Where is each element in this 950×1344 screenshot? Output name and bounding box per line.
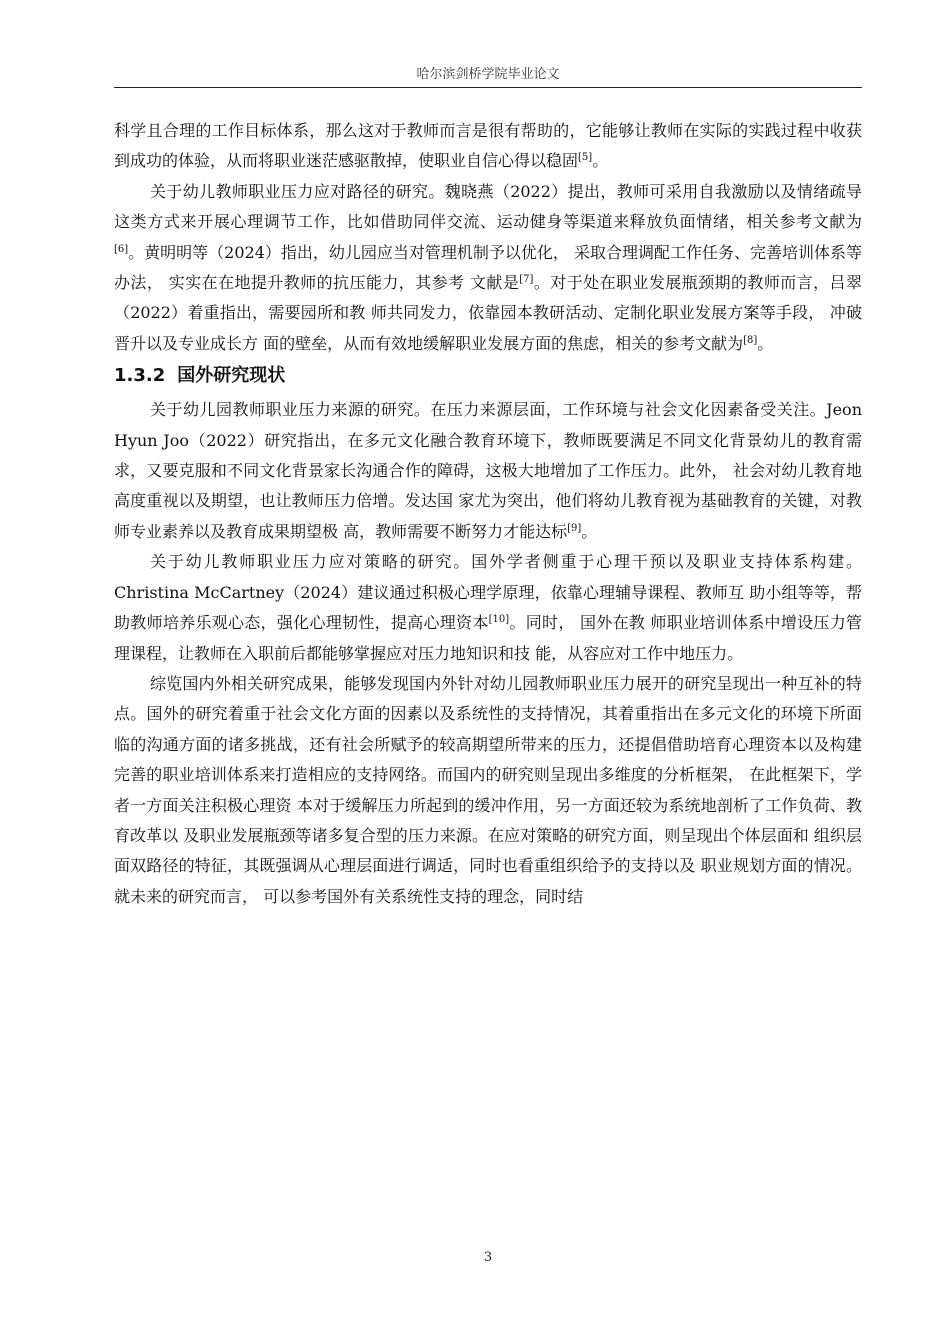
citation: [10] [488,614,510,626]
running-header: 哈尔滨剑桥学院毕业论文 [416,67,560,82]
section-number: 1.3.2 [114,365,166,387]
section-title: 国外研究现状 [177,365,286,387]
paragraph: 关于幼儿园教师职业压力来源的研究。在压力来源层面，工作环境与社会文化因素备受关注。Jeon Hyun Joo（2022）研究指出，在多元文化融合教育环境下，教师既要满足不同文化背景幼儿的教育需求，又要克服和不同文化背景家长沟通合作的障碍，这极大地增加了工作压力。此外， 社会对幼儿教育地高度重视以及期望，也让教师压力倍增。发达国 家尤为突出，他们将幼儿教育视为基础教育的关键，对教师专业素养以及教育成果期望极 高，教师需要不断努力才能达标[9]。 [114,400,862,541]
citation: [5] [578,152,593,164]
page-body [114,116,862,912]
page-number: 3 [483,1250,493,1265]
paragraph: 科学且合理的工作目标体系，那么这对于教师而言是很有帮助的，它能够让教师在实际的实践过程中收获到成功的体验，从而将职业迷茫感驱散掉，使职业自信心得以稳固[5]。 [114,121,862,171]
section-heading [114,361,862,391]
citation: [7] [519,274,534,286]
paragraph: 综览国内外相关研究成果，能够发现国内外针对幼儿园教师职业压力展开的研究呈现出一种互补的特点。国外的研究着重于社会文化方面的因素以及系统性的支持情况，其着重指出在多元文化的环境下所面临的沟通方面的诸多挑战，还有社会所赋予的较高期望所带来的压力，还提倡借助培育心理资本以及构建完善的职业培训体系来打造相应的支持网络。而国内的研究则呈现出多维度的分析框架， 在此框架下，学者一方面关注积极心理资 本对于缓解压力所起到的缓冲作用，另一方面还较为系统地剖析了工作负荷、教育改革以 及职业发展瓶颈等诸多复合型的压力来源。在应对策略的研究方面，则呈现出个体层面和 组织层面双路径的特征，其既强调从心理层面进行调适，同时也看重组织给予的支持以及 职业规划方面的情况。就未来的研究而言， 可以参考国外有关系统性支持的理念，同时结 [114,673,862,906]
paragraph: 关于幼儿教师职业压力应对路径的研究。魏晓燕（2022）提出，教师可采用自我激励以及情绪疏导这类方式来开展心理调节工作，比如借助同伴交流、运动健身等渠道来释放负面情绪，相关参考文献为[6]。黄明明等（2024）指出，幼儿园应当对管理机制予以优化， 采取合理调配工作任务、完善培训体系等办法， 实实在在地提升教师的抗压能力，其参考 文献是[7]。对于处在职业发展瓶颈期的教师而言，吕翠（2022）着重指出，需要园所和教 师共同发力，依靠园本教研活动、定制化职业发展方案等手段， 冲破晋升以及专业成长方 面的壁垒，从而有效地缓解职业发展方面的焦虑，相关的参考文献为[8]。 [114,181,862,353]
header-rule [114,87,862,88]
paragraph: 关于幼儿教师职业压力应对策略的研究。国外学者侧重于心理干预以及职业支持体系构建。Christina McCartney（2024）建议通过积极心理学原理，依靠心理辅导课程、教师互 助小组等等，帮助教师培养乐观心态，强化心理韧性，提高心理资本[10]。同时， 国外在教 师职业培训体系中增设压力管理课程，让教师在入职前后都能够掌握应对压力地知识和技 能，从容应对工作中地压力。 [114,552,862,663]
citation: [9] [567,522,582,534]
citation: [6] [114,243,129,255]
citation: [8] [743,334,758,346]
